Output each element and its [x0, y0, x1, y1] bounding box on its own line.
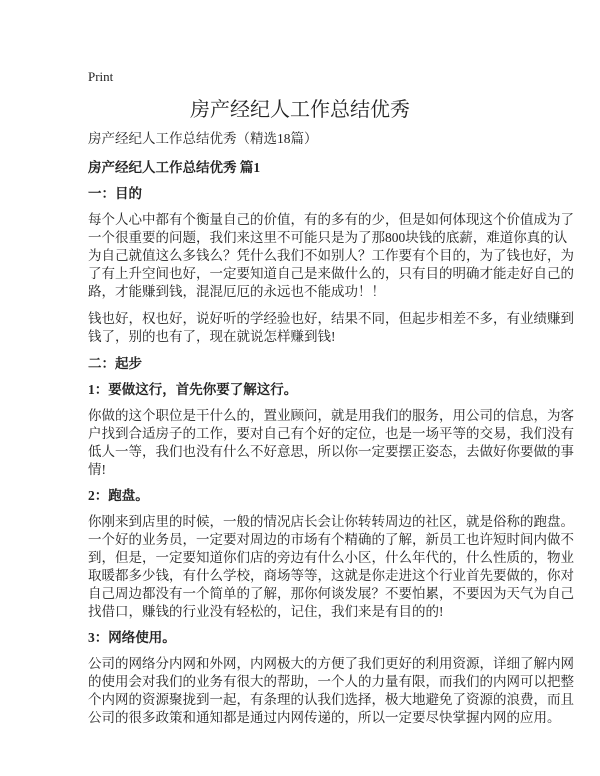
print-link[interactable]: Print — [88, 69, 114, 84]
text-line: 个内网的资源聚拢到一起，有条理的认我们选择，极大地避免了资源的浪费，而且 — [88, 692, 574, 707]
text-line: 每个人心中都有个衡量自己的价值，有的多有的少，但是如何体现这个价值成为了 — [88, 212, 574, 227]
text-line: 路，才能赚到钱，混混厄厄的永远也不能成功！！ — [88, 284, 385, 299]
text-line: 一个很重要的问题，我们来这里不可能只是为了那800块钱的底薪，难道你真的认 — [88, 230, 568, 245]
text-line: 钱了，别的也有了，现在就说怎样赚到钱! — [88, 329, 336, 344]
text-line: 情! — [88, 462, 106, 477]
text-line: 到，但是，一定要知道你们店的旁边有什么小区，什么年代的，什么性质的，物业 — [88, 550, 574, 565]
text-line: 自己周边都没有一个简单的了解，那你何谈发展？不要怕累，不要因为天气为自己 — [88, 586, 574, 601]
text-line: 一个好的业务员，一定要对周边的市场有个精确的了解，新员工也许短时间内做不 — [88, 532, 574, 547]
heading-understand: 1：要做这行，首先你要了解这行。 — [88, 382, 298, 397]
paragraph-2 — [88, 310, 574, 346]
section-title: 房产经纪人工作总结优秀 篇1 — [88, 160, 261, 175]
heading-network: 3：网络使用。 — [88, 630, 176, 645]
text-line: 公司的网络分内网和外网，内网极大的方便了我们更好的利用资源，详细了解内网 — [88, 656, 574, 671]
heading-start: 二：起步 — [88, 356, 142, 371]
text-line: 低人一等，我们也没有什么不好意思，所以你一定要摆正姿态，去做好你要做的事 — [88, 444, 574, 459]
paragraph-4 — [88, 513, 574, 621]
text-line: 了有上升空间也好，一定要知道自己是来做什么的，只有目的明确才能走好自己的 — [88, 266, 574, 281]
paragraph-1 — [88, 211, 574, 301]
heading-purpose: 一：目的 — [88, 186, 142, 201]
text-line: 为自己就值这么多钱么？凭什么我们不如别人？工作要有个目的，为了钱也好，为 — [88, 248, 574, 263]
text-line: 户找到合适房子的工作，要对自己有个好的定位，也是一场平等的交易，我们没有 — [88, 426, 574, 441]
heading-paopan: 2：跑盘。 — [88, 488, 149, 503]
text-line: 取暖都多少钱，有什么学校，商场等等，这就是你走进这个行业首先要做的，你对 — [88, 568, 574, 583]
text-line: 你做的这个职位是干什么的，置业顾问，就是用我们的服务，用公司的信息，为客 — [88, 408, 574, 423]
document — [0, 68, 600, 727]
text-line: 你刚来到店里的时候，一般的情况店长会让你转转周边的社区，就是俗称的跑盘。 — [88, 514, 574, 529]
paragraph-3 — [88, 407, 574, 479]
text-line: 的使用会对我们的业务有很大的帮助，一个人的力量有限，而我们的内网可以把整 — [88, 674, 574, 689]
page-title: 房产经纪人工作总结优秀 — [190, 97, 410, 121]
text-line: 找借口，赚钱的行业没有轻松的，记住，我们来是有目的的! — [88, 604, 444, 619]
text-line: 钱也好，权也好，说好听的学经验也好，结果不同，但起步相差不多，有业绩赚到 — [88, 311, 574, 326]
text-line: 公司的很多政策和通知都是通过内网传递的，所以一定要尽快掌握内网的应用。 — [88, 710, 561, 725]
paragraph-5 — [88, 655, 574, 727]
subtitle: 房产经纪人工作总结优秀（精选18篇） — [88, 131, 318, 146]
